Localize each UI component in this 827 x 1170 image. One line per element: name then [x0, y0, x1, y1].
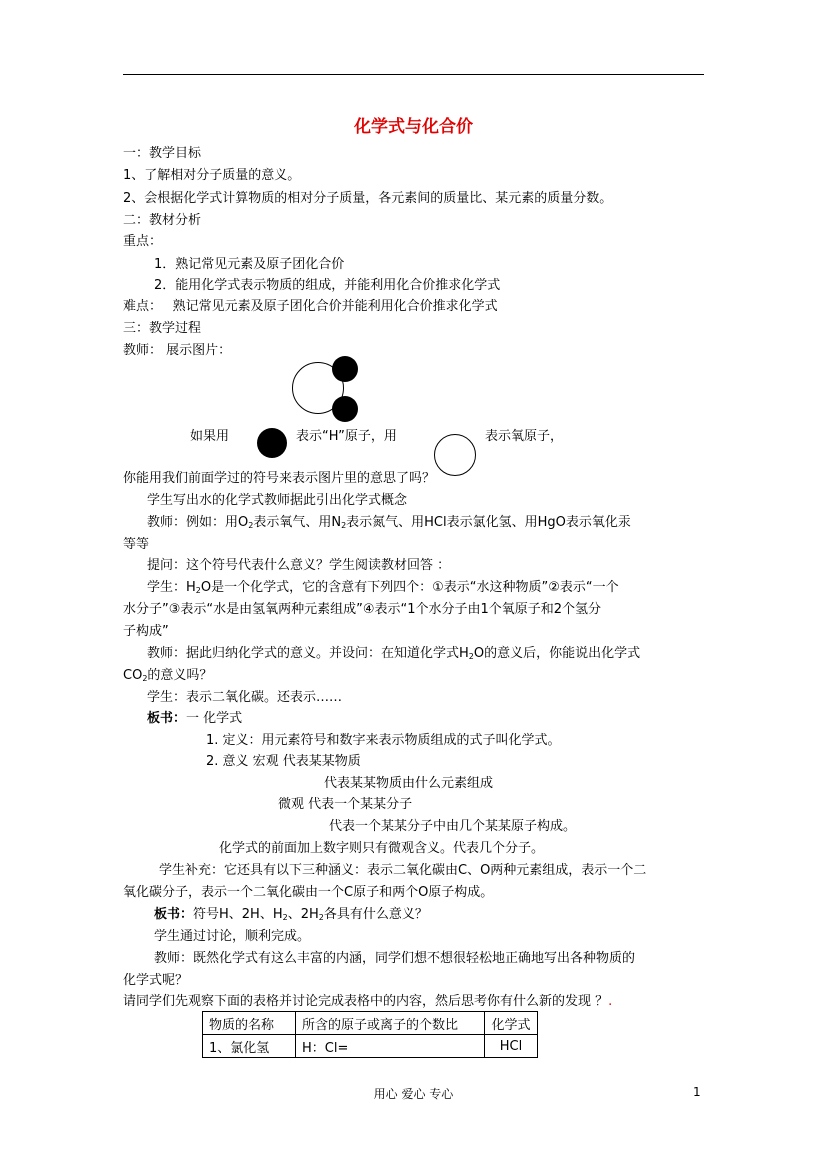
- meaning-micro-2: 代表一个某某分子中由几个某某原子构成。: [329, 819, 577, 834]
- section-1-heading: 一：教学目标: [123, 146, 202, 161]
- meaning-micro: 微观 代表一个某某分子: [278, 797, 413, 812]
- student-answer-line-1: 学生：$H_2O$是一个化学式，它的含意有下列四个：①表示“水这种物质”②表示“一个: [147, 580, 619, 595]
- number-prefix-note: 化学式的前面加上数字则只有微观含义。代表几个分子。: [219, 841, 545, 856]
- table-header-cell: 物质的名称: [203, 1012, 296, 1035]
- teacher-summary-cont: $CO_2$的意义吗？: [123, 668, 213, 683]
- definition: 1. 定义：用元素符号和数字来表示物质组成的式子叫化学式。: [206, 733, 561, 748]
- teacher-examples-cont: 等等: [123, 537, 150, 552]
- formula-table: [202, 1011, 538, 1058]
- oxygen-legend-symbol: [434, 434, 476, 476]
- table-header-cell: 化学式: [485, 1012, 538, 1035]
- student-answer-line-3: 子构成”: [123, 624, 169, 639]
- hydrogen-atom-diagram-bottom: [332, 396, 358, 422]
- key-points-label: 重点：: [123, 234, 163, 249]
- student-write-formula: 学生写出水的化学式教师据此引出化学式概念: [147, 493, 408, 508]
- teacher-question-2: 化学式呢？: [123, 973, 189, 988]
- question-symbols: 你能用我们前面学过的符号来表示图片里的意思了吗？: [123, 471, 436, 486]
- board-heading: 板书：一 化学式: [147, 711, 243, 726]
- legend-text-c: 表示氧原子，: [485, 429, 564, 444]
- meaning-macro-2: 代表某某物质由什么元素组成: [324, 776, 494, 791]
- student-supplement-2: 氧化碳分子，表示一个二氧化碳由一个C原子和两个O原子构成。: [123, 885, 494, 900]
- table-header-cell: 所含的原子或离子的个数比: [296, 1012, 485, 1035]
- hydrogen-legend-symbol: [257, 428, 287, 458]
- goal-2: 2、会根据化学式计算物质的相对分子质量，各元素间的质量比、某元素的质量分数。: [123, 191, 613, 206]
- table-cell: H：Cl=: [296, 1035, 485, 1058]
- legend-text-a: 如果用: [190, 429, 230, 444]
- student-supplement-1: 学生补充：它还具有以下三种涵义：表示二氧化碳由C、O两种元素组成，表示一个二: [159, 863, 647, 878]
- key-point-1: 1．熟记常见元素及原子团化合价: [154, 257, 345, 272]
- teacher-question-1: 教师：既然化学式有这么丰富的内涵，同学们想不想很轻松地正确地写出各种物质的: [154, 951, 636, 966]
- table-cell: HCl: [485, 1035, 538, 1058]
- legend-text-b: 表示“H”原子，用: [296, 429, 397, 444]
- table-header-row: [203, 1012, 538, 1035]
- student-discussion: 学生通过讨论，顺利完成。: [154, 929, 311, 944]
- key-point-2: 2．能用化学式表示物质的组成，并能利用化合价推求化学式: [154, 278, 501, 293]
- page-number: 1: [693, 1085, 701, 1099]
- footer-motto: 用心 爱心 专心: [373, 1087, 454, 1101]
- table-instruction: 请同学们先观察下面的表格并讨论完成表格中的内容，然后思考你有什么新的发现 ？.: [123, 994, 613, 1009]
- goal-1: 1、了解相对分子质量的意义。: [123, 168, 301, 183]
- difficulty: 难点： 熟记常见元素及原子团化合价并能利用化合价推求化学式: [123, 299, 498, 314]
- student-answer-line-2: 水分子”③表示“水是由氢氧两种元素组成”④表示“1个水分子由1个氧原子和2个氢分: [123, 602, 602, 617]
- teacher-examples: 教师：例如：用$O_2$表示氧气、用$N_2$表示氮气、用HCl表示氯化氢、用HgO表示氧化汞: [147, 515, 631, 530]
- meaning-macro: 2. 意义 宏观 代表某某物质: [206, 754, 361, 769]
- question-meaning: 提问：这个符号代表什么意义？学生阅读教材回答 ：: [147, 558, 451, 573]
- page-title: 化学式与化合价: [354, 117, 473, 137]
- hydrogen-atom-diagram-top: [332, 356, 358, 382]
- student-co2-answer: 学生：表示二氧化碳。还表示……: [147, 690, 343, 705]
- board-symbols: 板书：符号H、2H、$H_2$、$2H_2$各具有什么意义？: [154, 907, 428, 922]
- section-3-heading: 三：教学过程: [123, 321, 202, 336]
- teacher-show-picture: 教师： 展示图片：: [123, 343, 232, 358]
- table-cell: 1、氯化氢: [203, 1035, 296, 1058]
- header-rule: [123, 74, 704, 75]
- teacher-summary: 教师：据此归纳化学式的意义。并设问：在知道化学式$H_2O$的意义后，你能说出化学式: [147, 646, 641, 661]
- section-2-heading: 二：教材分析: [123, 213, 202, 228]
- table-row: [203, 1035, 538, 1058]
